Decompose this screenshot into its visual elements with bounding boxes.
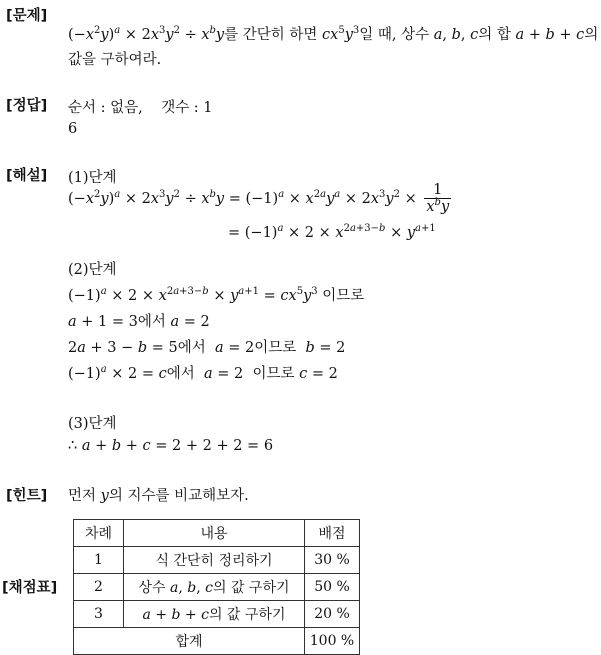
row-content-text: 의 값 구하기	[212, 580, 290, 596]
row-score: 30 %	[305, 547, 360, 574]
table-total-row	[74, 628, 360, 655]
answer-count: 갯수 : 1	[161, 100, 213, 116]
answer-label: [정답]	[6, 98, 48, 114]
problem-line-2: 값을 구하여라.	[68, 52, 162, 68]
total-label: 합계	[74, 628, 305, 655]
solution-imeuro-3: 이므로	[252, 366, 295, 382]
row-no: 2	[74, 574, 124, 601]
rubric-table	[73, 519, 360, 655]
problem-text-4: 의	[584, 27, 599, 43]
row-no: 3	[74, 601, 124, 628]
problem-text-1: 를 간단히 하면	[224, 27, 318, 43]
table-row	[74, 601, 360, 628]
solution-eq-6: $(-1)^a \times 2 = c$에서 a = 2 이므로 c = 2	[68, 364, 338, 382]
row-content: 식 간단히 정리하기	[124, 547, 305, 574]
rubric-label: [채점표]	[2, 580, 58, 596]
table-row	[74, 547, 360, 574]
solution-step-1: (1)단계	[68, 170, 117, 186]
table-row	[74, 574, 360, 601]
row-no: 1	[74, 547, 124, 574]
row-score: 20 %	[305, 601, 360, 628]
solution-eseo-3: 에서	[166, 366, 195, 382]
solution-step-3: (3)단계	[68, 416, 117, 432]
hint-text-b: 의 지수를 비교해보자.	[108, 488, 249, 504]
answer-line	[68, 96, 213, 117]
problem-text-3: 의 합	[478, 27, 511, 43]
answer-value: 6	[68, 121, 78, 137]
solution-label: [해설]	[6, 168, 48, 184]
hint-label: [힌트]	[6, 488, 48, 504]
table-header-row	[74, 520, 360, 547]
solution-eseo-1: 에서	[137, 314, 166, 330]
solution-step-2: (2)단계	[68, 262, 117, 278]
solution-imeuro-2: 이므로	[254, 340, 297, 356]
problem-label: [문제]	[6, 8, 48, 24]
header-content: 내용	[124, 520, 305, 547]
row-content: a + b + c의 값 구하기	[124, 601, 305, 628]
solution-eq-2: = $(-1)^a \times 2 \times x^{2a+3-b} \times y^{a+1}$	[228, 223, 436, 241]
answer-order: 순서 : 없음,	[68, 100, 143, 116]
solution-eq-3: $(-1)^a \times 2 \times x^{2a+3-b} \times y^{a+1} = cx^5y^3$ 이므로	[68, 286, 365, 304]
solution-imeuro-1: 이므로	[322, 288, 365, 304]
row-content: 상수 a, b, c의 값 구하기	[124, 574, 305, 601]
row-content-text: 의 값 구하기	[208, 607, 286, 623]
solution-eq-5: 2a + 3 − b = 5에서 a = 2이므로 b = 2	[68, 340, 346, 356]
total-score: 100 %	[305, 628, 360, 655]
problem-text-2: 일 때, 상수	[359, 27, 430, 43]
hint-text-a: 먼저	[68, 488, 97, 504]
solution-eq-4: a + 1 = 3에서 a = 2	[68, 314, 210, 330]
header-no: 차례	[74, 520, 124, 547]
solution-eq-7: ∴ a + b + c = 2 + 2 + 2 = 6	[68, 438, 274, 454]
header-score: 배점	[305, 520, 360, 547]
solution-eq-1: $(-x^2y)^a \times 2x^3y^2 \div x^by = (-1)^a \times x^{2a}y^a \times 2x^3y^2$ × $\frac{1}{x^by}$	[68, 182, 450, 215]
hint-line: 먼저 y의 지수를 비교해보자.	[68, 488, 249, 504]
problem-line-1: $(-x^2y)^a \times 2x^3y^2 \div x^by$를 간단히 하면 $cx^5y^3$일 때, 상수 a, b, c의 합 a + b + c의	[68, 25, 599, 43]
row-score: 50 %	[305, 574, 360, 601]
solution-eseo-2: 에서	[177, 340, 206, 356]
